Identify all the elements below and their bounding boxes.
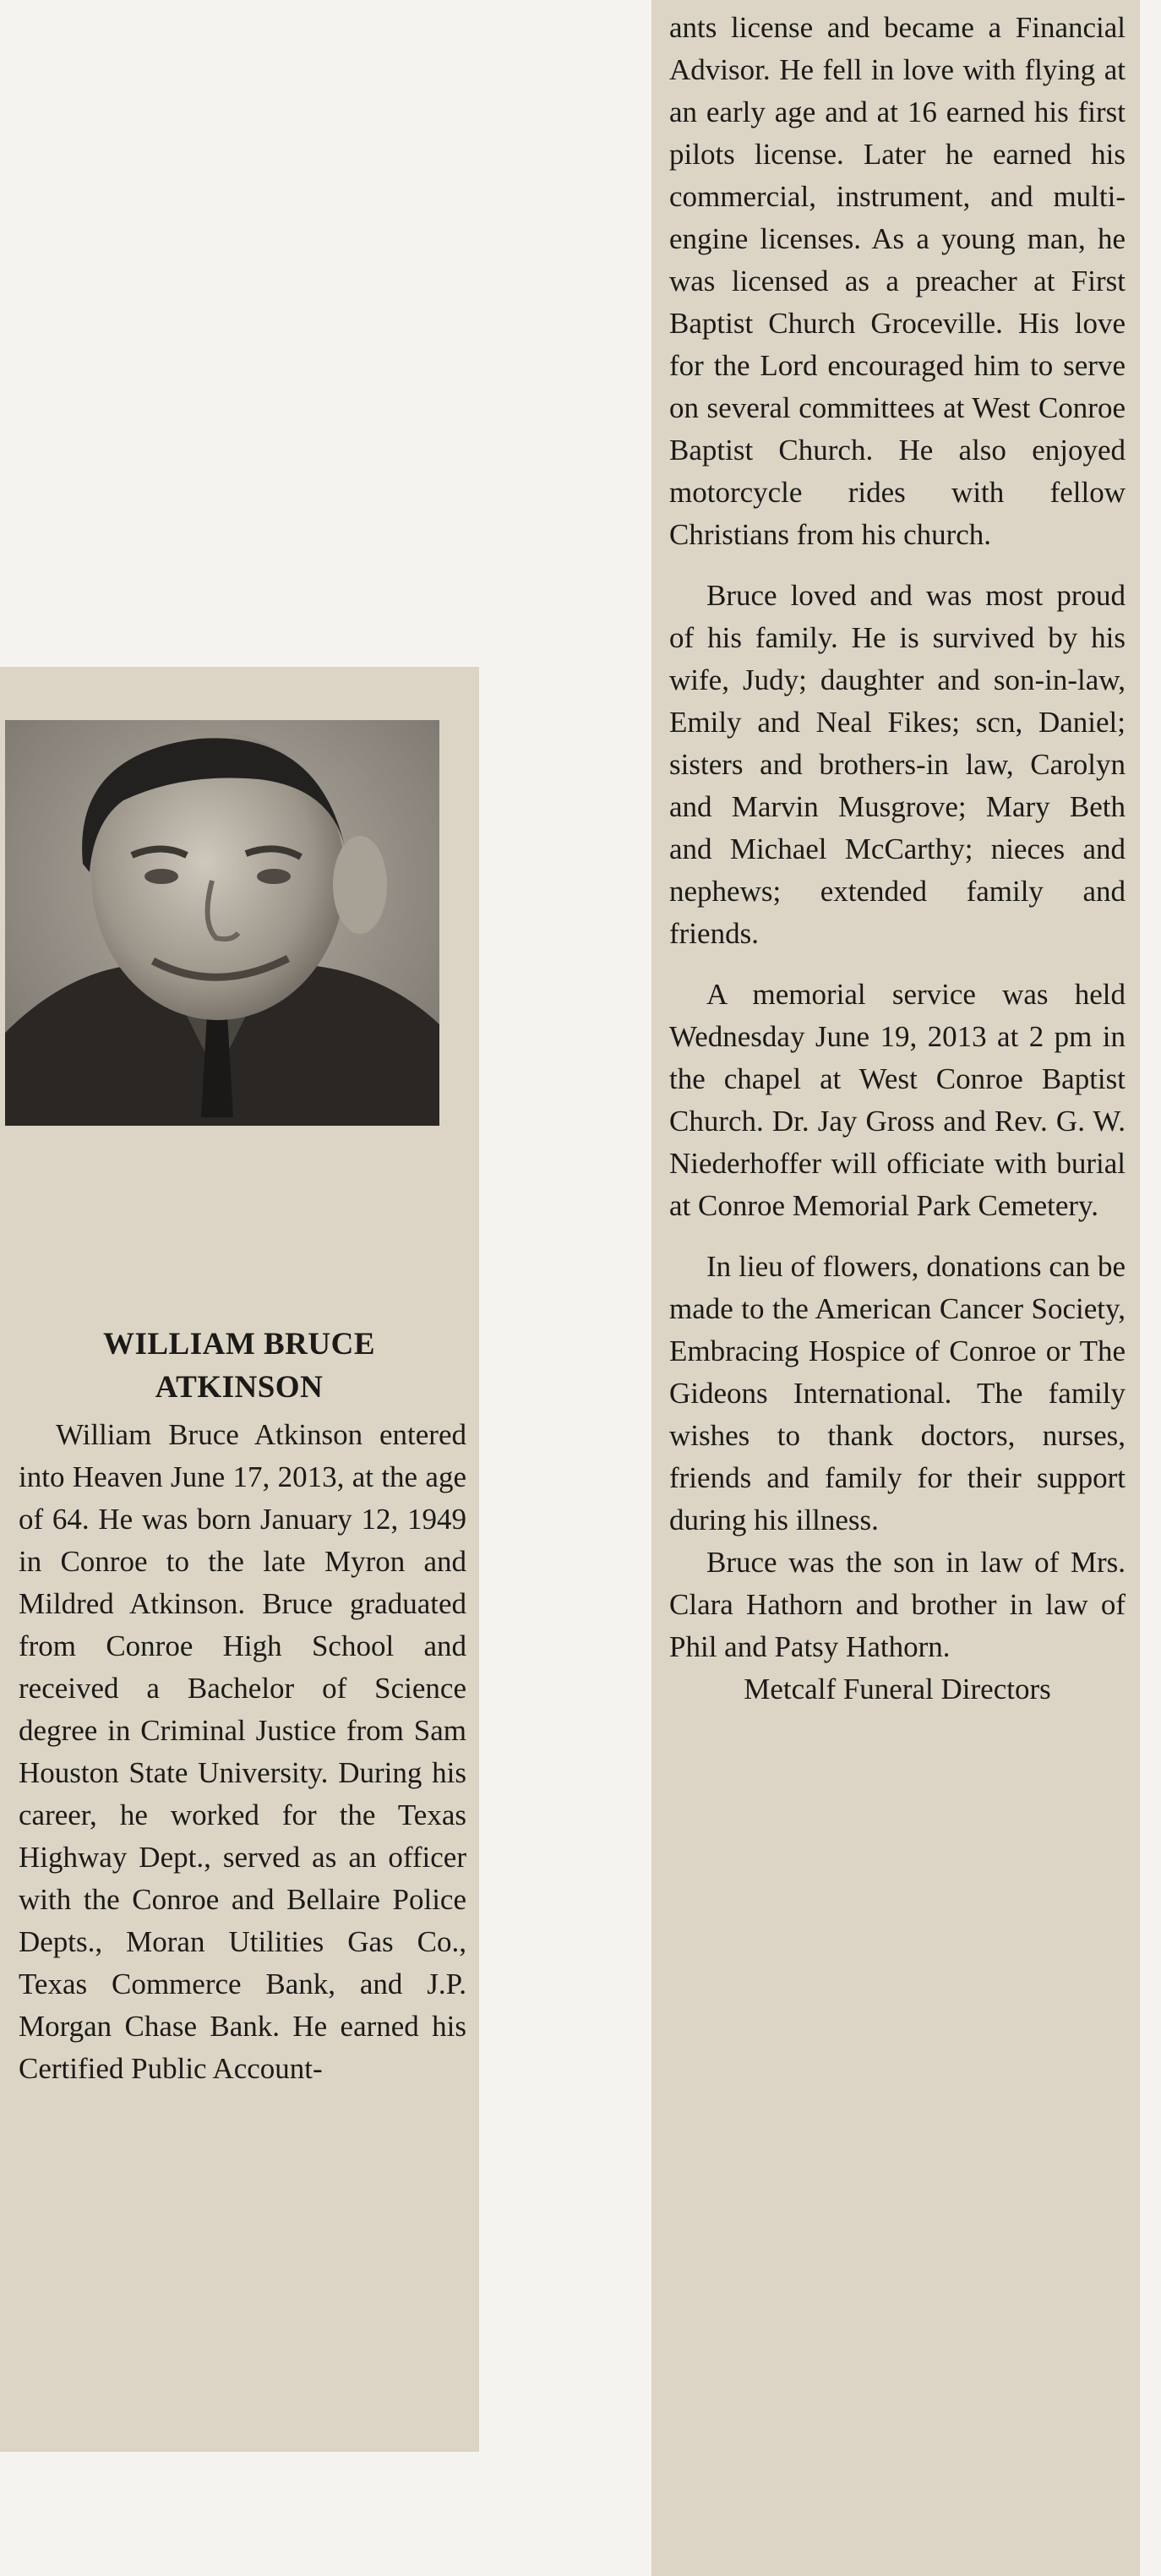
- portrait-photo: [5, 720, 439, 1126]
- paragraph-in-laws: Bruce was the son in law of Mrs. Clara Hathorn and brother in law of Phil and Patsy Hathorn.: [669, 1546, 1126, 1663]
- obituary-clipping-left: [0, 668, 478, 2451]
- paragraph-donations: In lieu of flowers, donations can be made to the American Cancer Society, Embracing Hospice of Conroe or The Gideons International. The family wishes to thank doctors, nurses, friends and family for their support during his illness.: [669, 1250, 1126, 1536]
- portrait-illustration: [5, 720, 439, 1126]
- obituary-body-left: William Bruce Atkinson entered into Heaven June 17, 2013, at the age of 64. He was born January 12, 1949 in Conroe to the late Myron and Mildred Atkinson. Bruce graduated from Conroe High School and received a Bachelor of Science degree in Criminal Justice from Sam Houston State University. During his career, he worked for the Texas Highway Dept., served as an officer with the Conroe and Bellaire Police Depts., Moran Utilities Gas Co., Texas Commerce Bank, and J.P. Morgan Chase Bank. He earned his Certified Public Account-: [19, 1418, 466, 2085]
- headline-line-2: ATKINSON: [155, 1370, 324, 1405]
- paragraph-family: Bruce loved and was most proud of his family. He is survived by his wife, Judy; daughter and son-in-law, Emily and Neal Fikes; scn, Daniel; sisters and brothers-in law, Carolyn and Marvin Musgrove; Mary Beth and Michael McCarthy; nieces and nephews; extended family and friends.: [669, 579, 1126, 950]
- obituary-headline: [0, 1323, 478, 1409]
- obituary-clipping-right: [652, 0, 1139, 2576]
- paragraph-memorial-service: A memorial service was held Wednesday June 19, 2013 at 2 pm in the chapel at West Conroe Baptist Church. Dr. Jay Gross and Rev. G. W. Niederhoffer will officiate with burial at Conroe Memorial Park Cemetery.: [669, 978, 1126, 1222]
- obituary-body-right: [669, 7, 1126, 1711]
- funeral-home-line: Metcalf Funeral Directors: [744, 1673, 1051, 1706]
- paragraph-career: ants license and became a Financial Advisor. He fell in love with flying at an early age and at 16 earned his first pilots license. Later he earned his commercial, instrument, and multi-engine licenses. As a young man, he was licensed as a preacher at First Baptist Church Groceville. His love for the Lord encouraged him to serve on several committees at West Conroe Baptist Church. He also enjoyed motorcycle rides with fellow Christians from his church.: [669, 11, 1126, 551]
- headline-line-1: WILLIAM BRUCE: [102, 1327, 376, 1362]
